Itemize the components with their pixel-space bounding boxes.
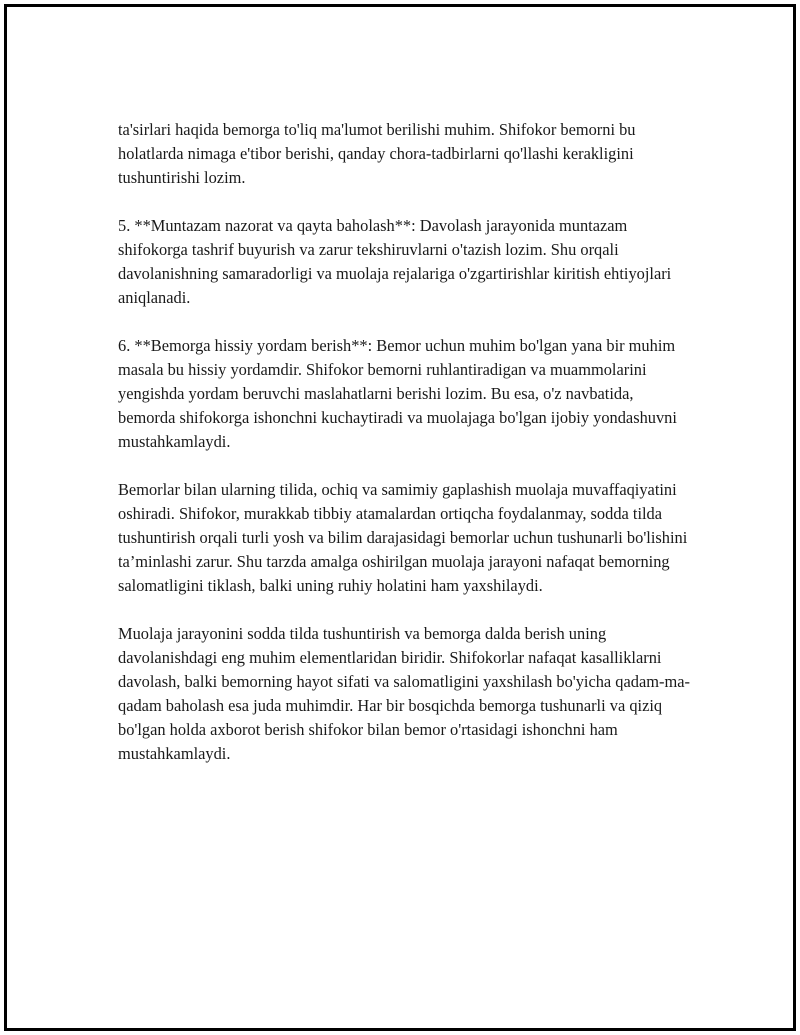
document-body bbox=[118, 118, 693, 790]
paragraph-1: ta'sirlari haqida bemorga to'liq ma'lumot berilishi muhim. Shifokor bemorni bu holatlarda nimaga e'tibor berishi, qanday chora-tadbirlarni qo'llashi kerakligini tushuntirishi lozim. bbox=[118, 120, 636, 187]
paragraph-4: Bemorlar bilan ularning tilida, ochiq va samimiy gaplashish muolaja muvaffaqiyatini oshiradi. Shifokor, murakkab tibbiy atamalardan ortiqcha foydalanmay, sodda tilda tushuntirish orqali turli yosh va bilim darajasidagi bemorlar uchun tushunarli bo'lishini ta’minlashi zarur. Shu tarzda amalga oshirilgan muolaja jarayoni nafaqat bemorning salomatligini tiklash, balki uning ruhiy holatini ham yaxshilaydi. bbox=[118, 480, 688, 595]
paragraph-5: Muolaja jarayonini sodda tilda tushuntirish va bemorga dalda berish uning davolanishdagi eng muhim elementlaridan biridir. Shifokorlar nafaqat kasalliklarni davolash, balki bemorning hayot sifati va salomatligini yaxshilash bo'yicha qadam-ma-qadam baholash esa juda muhimdir. Har bir bosqichda bemorga tushunarli va qiziq bo'lgan holda axborot berish shifokor bilan bemor o'rtasidagi ishonchni ham mustahkamlaydi. bbox=[118, 624, 690, 763]
paragraph-2: 5. **Muntazam nazorat va qayta baholash**: Davolash jarayonida muntazam shifokorga tashrif buyurish va zarur tekshiruvlarni o'tazish lozim. Shu orqali davolanishning samaradorligi va muolaja rejalariga o'zgartirishlar kiritish ehtiyojlari aniqlanadi. bbox=[118, 216, 672, 307]
paragraph-3: 6. **Bemorga hissiy yordam berish**: Bemor uchun muhim bo'lgan yana bir muhim masala bu hissiy yordamdir. Shifokor bemorni ruhlantiradigan va muammolarini yengishda yordam beruvchi maslahatlarni berishi lozim. Bu esa, o'z navbatida, bemorda shifokorga ishonchni kuchaytiradi va muolajaga bo'lgan ijobiy yondashuvni mustahkamlaydi. bbox=[118, 336, 677, 451]
